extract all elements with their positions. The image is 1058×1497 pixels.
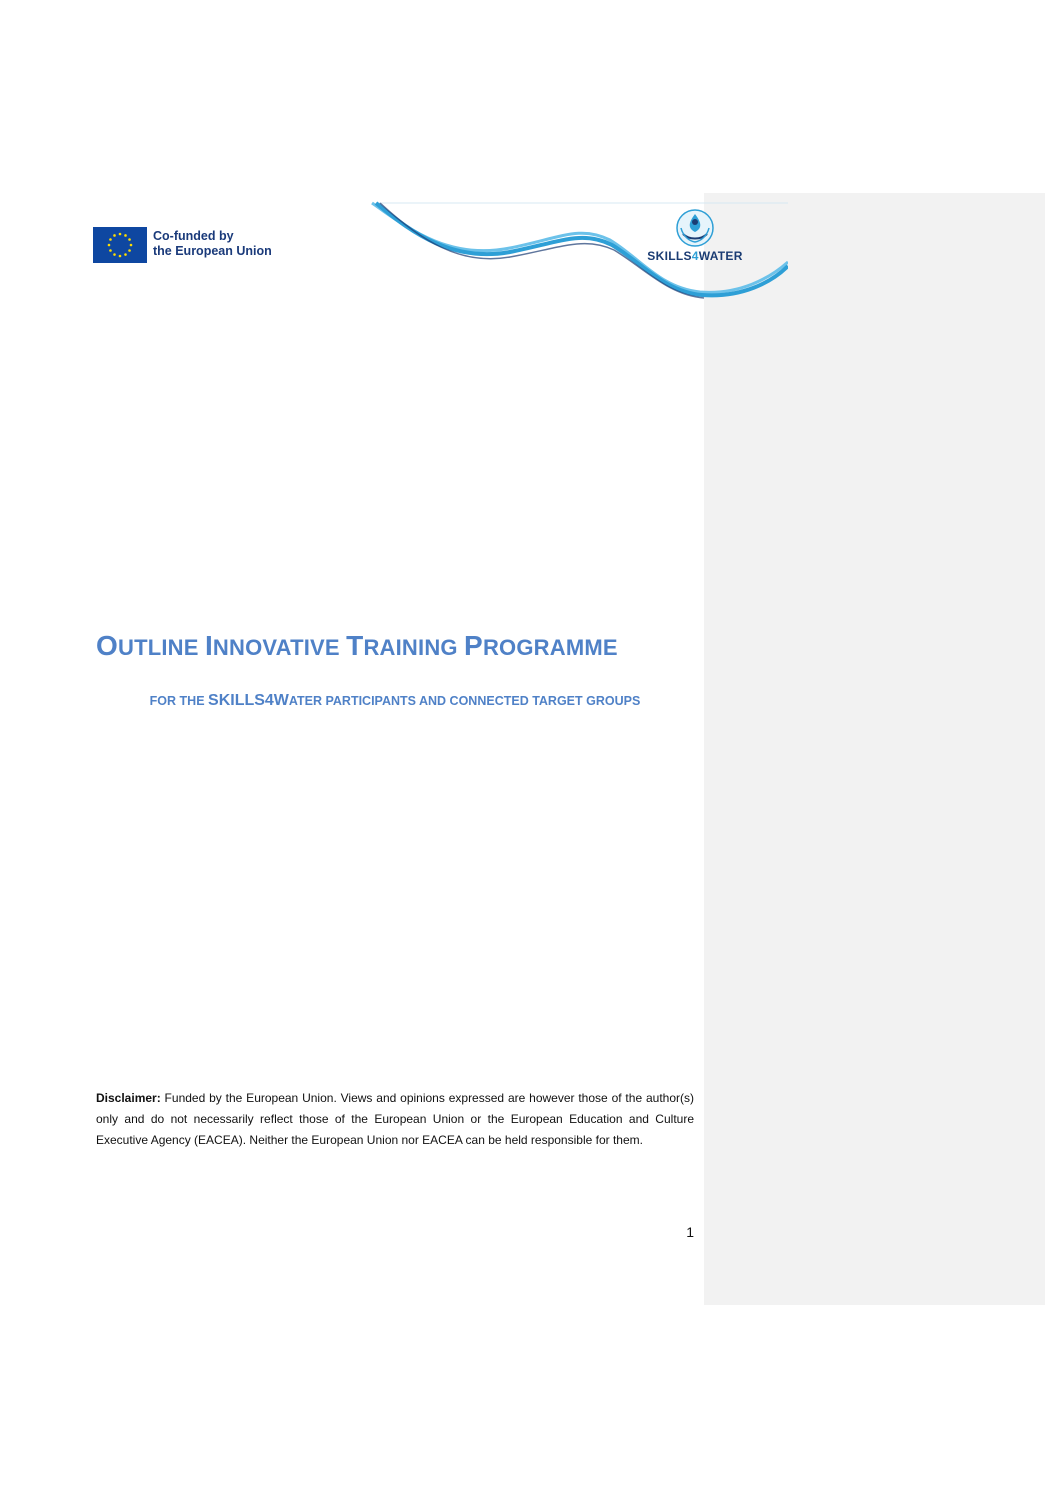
skills4water-wordmark — [640, 249, 750, 263]
disclaimer-text: Funded by the European Union. Views and opinions expressed are however those of the author(s) only and do not necessarily reflect those of the European Union or the European Education and Culture Executive Agency (EACEA). Neither the European Union nor EACEA can be held responsible for them. — [96, 1091, 694, 1147]
subtitle-prefix: FOR THE — [149, 694, 209, 708]
logo-word-water: WATER — [698, 249, 743, 263]
subtitle-project: SKILLS4W — [208, 692, 289, 709]
disclaimer-paragraph — [96, 1088, 694, 1151]
eu-star-icon — [128, 238, 131, 241]
title-cap-4: P — [464, 630, 483, 661]
disclaimer-label: Disclaimer: — [96, 1091, 161, 1105]
logo-word-skills: SKILLS — [647, 249, 692, 263]
comment-pane — [704, 193, 1045, 1305]
title-cap-3: T — [346, 630, 364, 661]
eu-star-icon — [130, 244, 133, 247]
eu-star-icon — [113, 253, 116, 256]
eu-funding-line2: the European Union — [153, 244, 272, 258]
eu-star-icon — [119, 255, 122, 258]
subtitle-suffix: ATER PARTICIPANTS AND CONNECTED TARGET GROUPS — [288, 694, 641, 708]
eu-star-icon — [109, 238, 112, 241]
eu-star-icon — [113, 234, 116, 237]
page-number: 1 — [686, 1224, 694, 1240]
title-rest-3: RAINING — [363, 635, 465, 660]
title-cap-1: O — [96, 630, 118, 661]
skills4water-logo — [640, 208, 750, 278]
logo-word-4: 4 — [691, 249, 699, 263]
eu-star-icon — [108, 244, 111, 247]
water-emblem-icon — [673, 208, 717, 248]
eu-star-icon — [124, 234, 127, 237]
document-subtitle — [96, 692, 694, 710]
eu-star-icon — [128, 249, 131, 252]
title-cap-2: I — [204, 630, 213, 661]
eu-star-icon — [119, 233, 122, 236]
title-rest-2: NNOVATIVE — [212, 635, 347, 660]
page-header — [0, 0, 1058, 300]
eu-star-icon — [109, 249, 112, 252]
eu-funding-line1: Co-funded by — [153, 229, 234, 243]
document-title — [96, 630, 696, 662]
eu-funding-text — [153, 229, 272, 259]
title-rest-4: ROGRAMME — [482, 635, 618, 660]
title-rest-1: UTLINE — [117, 635, 205, 660]
eu-star-icon — [124, 253, 127, 256]
eu-flag-icon — [93, 227, 147, 263]
